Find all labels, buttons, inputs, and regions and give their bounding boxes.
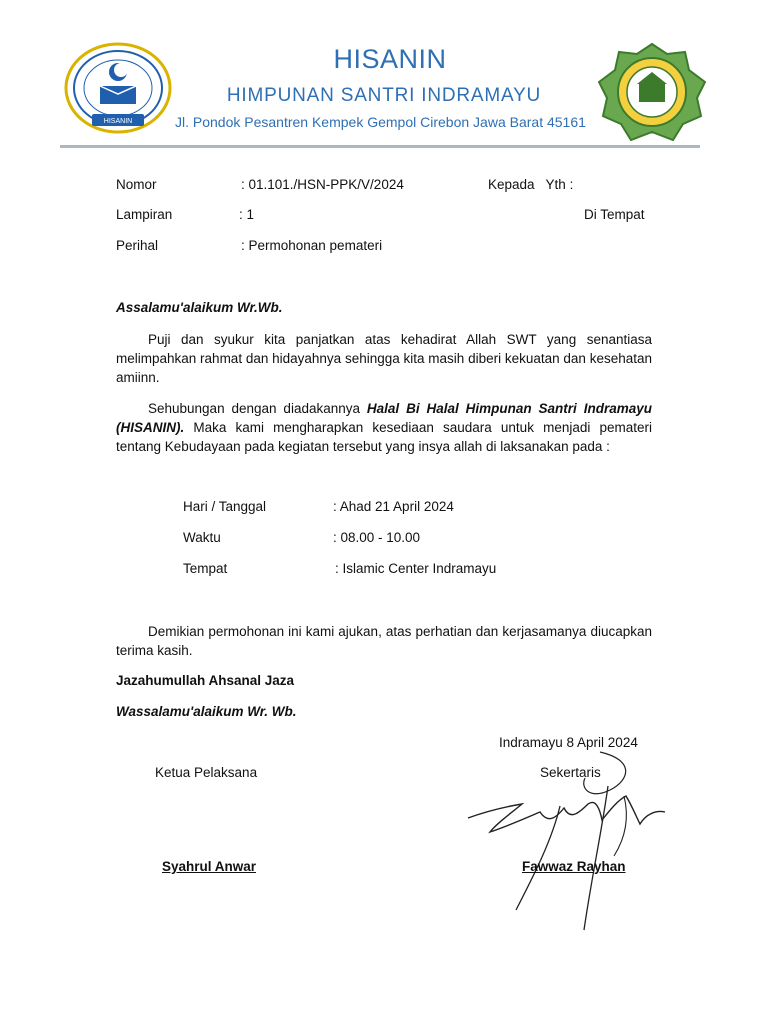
logo-ribbon-text: HISANIN — [103, 118, 133, 125]
header-divider — [60, 145, 700, 148]
paragraph-opening-text: Puji dan syukur kita panjatkan atas kehadirat Allah SWT yang senantiasa melimpahkan rahmat dan hidayahnya sehingga kita masih diberi kekuatan dan kesehatan amiinn. — [116, 332, 652, 385]
org-full-name: HIMPUNAN SANTRI INDRAMAYU — [226, 85, 542, 106]
nomor-value: : 01.101./HSN-PPK/V/2024 — [241, 177, 404, 192]
waktu-value: : 08.00 - 10.00 — [333, 530, 421, 545]
paragraph-opening — [116, 330, 652, 387]
paragraph-closing-text: Demikian permohonan ini kami ajukan, atas perhatian dan kerjasamanya diucapkan terima kasih. — [116, 624, 652, 658]
tempat-value: : Islamic Center Indramayu — [335, 561, 497, 576]
perihal-value: : Permohonan pemateri — [241, 238, 383, 253]
right-role: Sekertaris — [540, 765, 601, 780]
org-address: Jl. Pondok Pesantren Kempek Gempol Cirebon Jawa Barat 45161 — [175, 114, 586, 130]
paragraph-closing — [116, 622, 652, 660]
handwritten-signature — [460, 740, 670, 935]
paragraph-event-post: Maka kami mengharapkan kesediaan saudara untuk menjadi pemateri tentang Kebudayaan pada kegiatan tersebut yang insya allah di laksanakan pada : — [116, 420, 652, 454]
org-short-name: HISANIN — [333, 44, 447, 74]
event-name: Halal Bi Halal Himpunan Santri Indramayu (HISANIN). — [116, 401, 652, 435]
nomor-label: Nomor — [116, 177, 157, 192]
waktu-label: Waktu — [183, 530, 221, 545]
paragraph-event — [116, 399, 652, 456]
right-signer-name: Fawwaz Rayhan — [522, 859, 626, 874]
place-date: Indramayu 8 April 2024 — [499, 735, 638, 750]
greeting: Assalamu'alaikum Wr.Wb. — [116, 300, 283, 315]
left-role: Ketua Pelaksana — [155, 765, 258, 780]
hari-label: Hari / Tanggal — [183, 499, 267, 514]
hari-value: : Ahad 21 April 2024 — [333, 499, 454, 514]
di-tempat-text: Di Tempat — [584, 207, 645, 222]
tempat-label: Tempat — [183, 561, 228, 576]
perihal-label: Perihal — [116, 238, 159, 253]
wassalam-text: Wassalamu'alaikum Wr. Wb. — [116, 704, 297, 719]
paragraph-event-pre: Sehubungan dengan diadakannya — [148, 401, 367, 416]
lampiran-label: Lampiran — [116, 207, 173, 222]
jazahumullah-text: Jazahumullah Ahsanal Jaza — [116, 673, 295, 688]
kepada-text: Kepada Yth : — [488, 177, 574, 192]
left-signer-name: Syahrul Anwar — [162, 859, 257, 874]
lampiran-value: : 1 — [239, 207, 255, 222]
